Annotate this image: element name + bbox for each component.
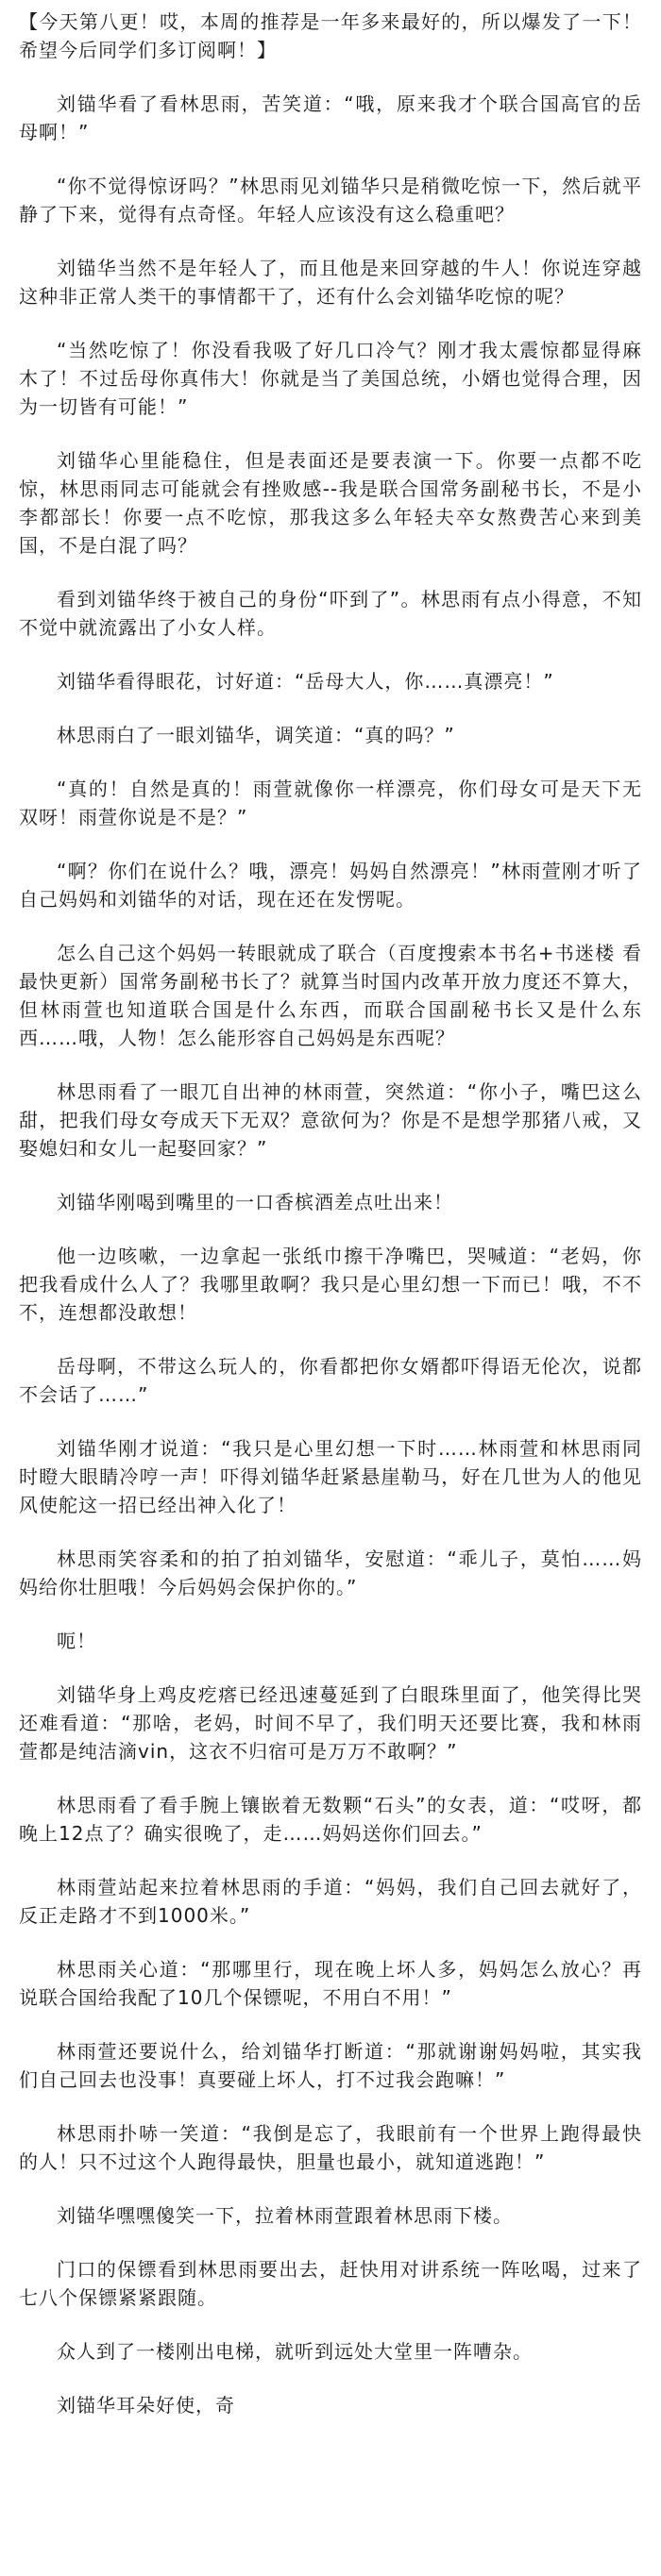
paragraph: 刘锚华刚喝到嘴里的一口香槟酒差点吐出来！ (57, 1191, 453, 1213)
paragraph: 他一边咳嗽，一边拿起一张纸巾擦干净嘴巴，哭喊道：“老妈，你把我看成什么人了？我哪里敢啊？我只是心里幻想一下而已！哦，不不不，连想都没敢想！ (19, 1245, 642, 1324)
article-body (19, 8, 642, 2419)
paragraph: 林思雨笑容柔和的拍了拍刘锚华，安慰道：“乖儿子，莫怕……妈妈给你壮胆哦！今后妈妈会保护你的。” (19, 1547, 642, 1598)
paragraph: 刘锚华刚才说道：“我只是心里幻想一下时……林雨萱和林思雨同时瞪大眼睛冷哼一声！吓得刘锚华赶紧悬崖勒马，好在几世为人的他见风使舵这一招已经出神入化了！ (19, 1437, 642, 1516)
paragraph: 呃！ (57, 1630, 96, 1652)
author-note: 【今天第八更！哎，本周的推荐是一年多来最好的，所以爆发了一下！希望今后同学们多订阅啊！】 (19, 10, 642, 61)
paragraph: 林思雨看了看手腕上镶嵌着无数颗“石头”的女表，道：“哎呀，都晚上12点了？确实很晚了，走……妈妈送你们回去。” (19, 1794, 642, 1845)
paragraph: “当然吃惊了！你没看我吸了好几口冷气？刚才我太震惊都显得麻木了！不过岳母你真伟大！你就是当了美国总统，小婿也觉得合理，因为一切皆有可能！” (19, 339, 642, 418)
paragraph: “你不觉得惊讶吗？”林思雨见刘锚华只是稍微吃惊一下，然后就平静了下来，觉得有点奇怪。年轻人应该没有这么稳重吧？ (19, 175, 642, 226)
paragraph: 林思雨白了一眼刘锚华，调笑道：“真的吗？” (57, 724, 455, 746)
paragraph: 刘锚华看了看林思雨，苦笑道：“哦，原来我才个联合国高官的岳母啊！” (19, 92, 642, 143)
paragraph: 刘锚华当然不是年轻人了，而且他是来回穿越的牛人！你说连穿越这种非正常人类干的事情都干了，还有什么会刘锚华吃惊的呢？ (19, 257, 642, 308)
paragraph: 林思雨扑哧一笑道：“我倒是忘了，我眼前有一个世界上跑得最快的人！只不过这个人跑得最快，胆量也最小，就知道逃跑！” (19, 2122, 642, 2173)
paragraph: 林思雨看了一眼兀自出神的林雨萱，突然道：“你小子，嘴巴这么甜，把我们母女夸成天下无双？意欲何为？你是不是想学那猪八戒，又娶媳妇和女儿一起娶回家？” (19, 1080, 642, 1160)
paragraph: “真的！自然是真的！雨萱就像你一样漂亮，你们母女可是天下无双呀！雨萱你说是不是？” (19, 778, 642, 828)
paragraph: 刘锚华心里能稳住，但是表面还是要表演一下。你要一点都不吃惊，林思雨同志可能就会有挫败感--我是联合国常务副秘书长，不是小李都部长！你要一点不吃惊，那我这多么年轻夫卒女熬费苦心来到美国，不是白混了吗？ (19, 449, 642, 557)
paragraph: 林雨萱站起来拉着林思雨的手道：“妈妈，我们自己回去就好了，反正走路才不到1000米。” (19, 1876, 642, 1927)
paragraph: 刘锚华耳朵好使，奇 (57, 2394, 235, 2417)
paragraph: 林雨萱还要说什么，给刘锚华打断道：“那就谢谢妈妈啦，其实我们自己回去也没事！真要碰上坏人，打不过我会跑嘛！” (19, 2040, 642, 2091)
paragraph: “啊？你们在说什么？哦，漂亮！妈妈自然漂亮！”林雨萱刚才听了自己妈妈和刘锚华的对话，现在还在发愣呢。 (19, 860, 642, 911)
paragraph: 刘锚华身上鸡皮疙瘩已经迅速蔓延到了白眼珠里面了，他笑得比哭还难看道：“那啥，老妈，时间不早了，我们明天还要比赛，我和林雨萱都是纯洁滴vin，这衣不归宿可是万万不敢啊？” (19, 1683, 642, 1763)
paragraph: 看到刘锚华终于被自己的身份“吓到了”。林思雨有点小得意，不知不觉中就流露出了小女人样。 (19, 588, 642, 639)
paragraph: 岳母啊，不带这么玩人的，你看都把你女婿都吓得语无伦次，说都不会话了……” (19, 1355, 642, 1406)
paragraph: 林思雨关心道：“那哪里行，现在晚上坏人多，妈妈怎么放心？再说联合国给我配了10几个保镖呢，不用白不用！” (19, 1958, 642, 2009)
paragraph: 门口的保镖看到林思雨要出去，赶快用对讲系统一阵吆喝，过来了七八个保镖紧紧跟随。 (19, 2258, 642, 2309)
paragraph: 怎么自己这个妈妈一转眼就成了联合（百度搜索本书名+书迷楼 看最快更新）国常务副秘书长了？就算当时国内改革开放力度还不算大，但林雨萱也知道联合国是什么东西，而联合国副秘书长又是什么东西……哦，人物！怎么能形容自己妈妈是东西呢？ (19, 942, 642, 1049)
paragraph: 刘锚华看得眼花，讨好道：“岳母大人，你……真漂亮！” (57, 670, 554, 693)
paragraph: 众人到了一楼刚出电梯，就听到远处大堂里一阵嘈杂。 (57, 2340, 533, 2363)
paragraph: 刘锚华嘿嘿傻笑一下，拉着林雨萱跟着林思雨下楼。 (57, 2204, 513, 2227)
